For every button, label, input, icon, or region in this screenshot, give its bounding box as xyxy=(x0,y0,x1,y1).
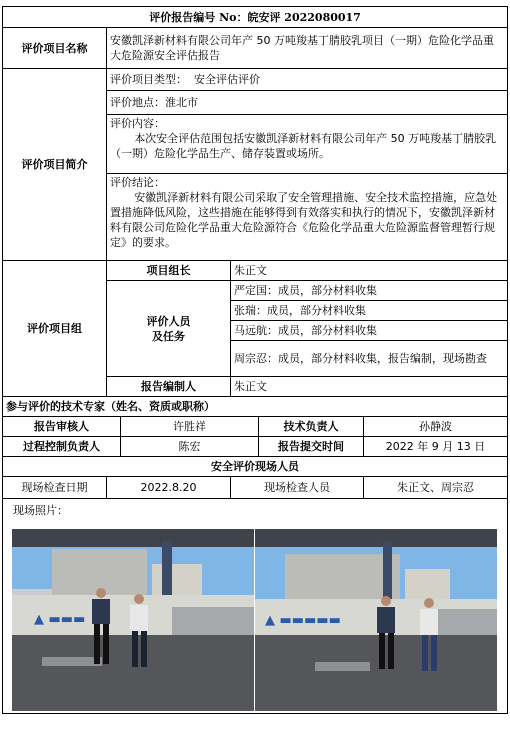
project-name-value: 安徽凯泽新材料有限公司年产 50 万吨羧基丁腈胶乳项目（一期）危险化学品重大危险源安全评估报告 xyxy=(107,28,508,69)
report-editor-value: 朱正文 xyxy=(231,377,508,397)
project-location-cell xyxy=(107,91,508,115)
team-member-row: 周宗忍：成员，部分材料收集，报告编制，现场勘查 xyxy=(231,341,508,377)
project-type-label: 评价项目类型： xyxy=(110,73,187,86)
site-photo-1-image xyxy=(12,529,254,711)
evaluation-info-sheet xyxy=(2,6,507,714)
tech-lead-label: 技术负责人 xyxy=(259,417,364,437)
process-control-label: 过程控制负责人 xyxy=(3,437,121,457)
site-date-value: 2022.8.20 xyxy=(107,477,231,499)
site-photo-2 xyxy=(255,529,497,711)
project-type-cell xyxy=(107,69,508,91)
site-photo-2-image xyxy=(255,529,497,711)
team-members-label xyxy=(107,281,231,377)
team-member-row: 马远航：成员，部分材料收集 xyxy=(231,321,508,341)
experts-header: 参与评价的技术专家（姓名、资质或职称） xyxy=(3,397,508,417)
team-member-row: 张瑞：成员，部分材料收集 xyxy=(231,301,508,321)
project-location-label: 评价地点： xyxy=(110,96,165,109)
site-personnel-header: 安全评价现场人员 xyxy=(3,457,508,477)
site-people-value: 朱正文、周宗忍 xyxy=(364,477,508,499)
team-leader-value: 朱正文 xyxy=(231,261,508,281)
svg-text:▲ ▬▬▬▬▬: ▲ ▬▬▬▬▬ xyxy=(265,613,341,628)
project-name-label: 评价项目名称 xyxy=(3,28,107,69)
svg-text:▲ ▬▬▬: ▲ ▬▬▬ xyxy=(34,612,86,627)
submit-time-label: 报告提交时间 xyxy=(259,437,364,457)
report-number-label: 评价报告编号 No： xyxy=(149,10,248,24)
project-content-value: 本次安全评估范围包括安徽凯泽新材料有限公司年产 50 万吨羧基丁腈胶乳（一期）危险化学品生产、储存装置或场所。 xyxy=(110,132,497,160)
info-table xyxy=(2,6,508,714)
site-date-label: 现场检查日期 xyxy=(3,477,107,499)
project-location-value: 淮北市 xyxy=(165,96,198,109)
site-photos-label: 现场照片： xyxy=(13,504,68,517)
project-content-label: 评价内容： xyxy=(110,117,165,130)
team-members-label-line2: 及任务 xyxy=(152,329,185,343)
team-leader-label: 项目组长 xyxy=(107,261,231,281)
project-conclusion-value: 安徽凯泽新材料有限公司采取了安全管理措施、安全技术监控措施，应急处置措施降低风险，这些措施在能够得到有效落实和执行的情况下，安徽凯泽新材料有限公司危险化学品重大危险源符合《危险化学品重大危险源监督管理暂行规定》的要求。 xyxy=(110,191,498,249)
site-photo-1 xyxy=(12,529,254,711)
site-photos-cell xyxy=(3,499,508,714)
reviewer-label: 报告审核人 xyxy=(3,417,121,437)
project-conclusion-cell xyxy=(107,174,508,261)
project-type-value: 安全评估评价 xyxy=(194,73,260,86)
submit-time-value: 2022 年 9 月 13 日 xyxy=(364,437,508,457)
project-team-label: 评价项目组 xyxy=(3,261,107,397)
project-summary-label: 评价项目简介 xyxy=(3,69,107,261)
team-members-label-line1: 评价人员 xyxy=(146,314,191,328)
report-number-value: 皖安评 2022080017 xyxy=(247,10,361,24)
process-control-value: 陈宏 xyxy=(121,437,259,457)
tech-lead-value: 孙静波 xyxy=(364,417,508,437)
site-people-label: 现场检查人员 xyxy=(231,477,364,499)
report-number-row xyxy=(3,7,508,28)
report-editor-label: 报告编制人 xyxy=(107,377,231,397)
team-member-row: 严定国：成员，部分材料收集 xyxy=(231,281,508,301)
project-conclusion-label: 评价结论： xyxy=(110,176,165,189)
project-content-cell xyxy=(107,115,508,174)
reviewer-value: 许胜祥 xyxy=(121,417,259,437)
